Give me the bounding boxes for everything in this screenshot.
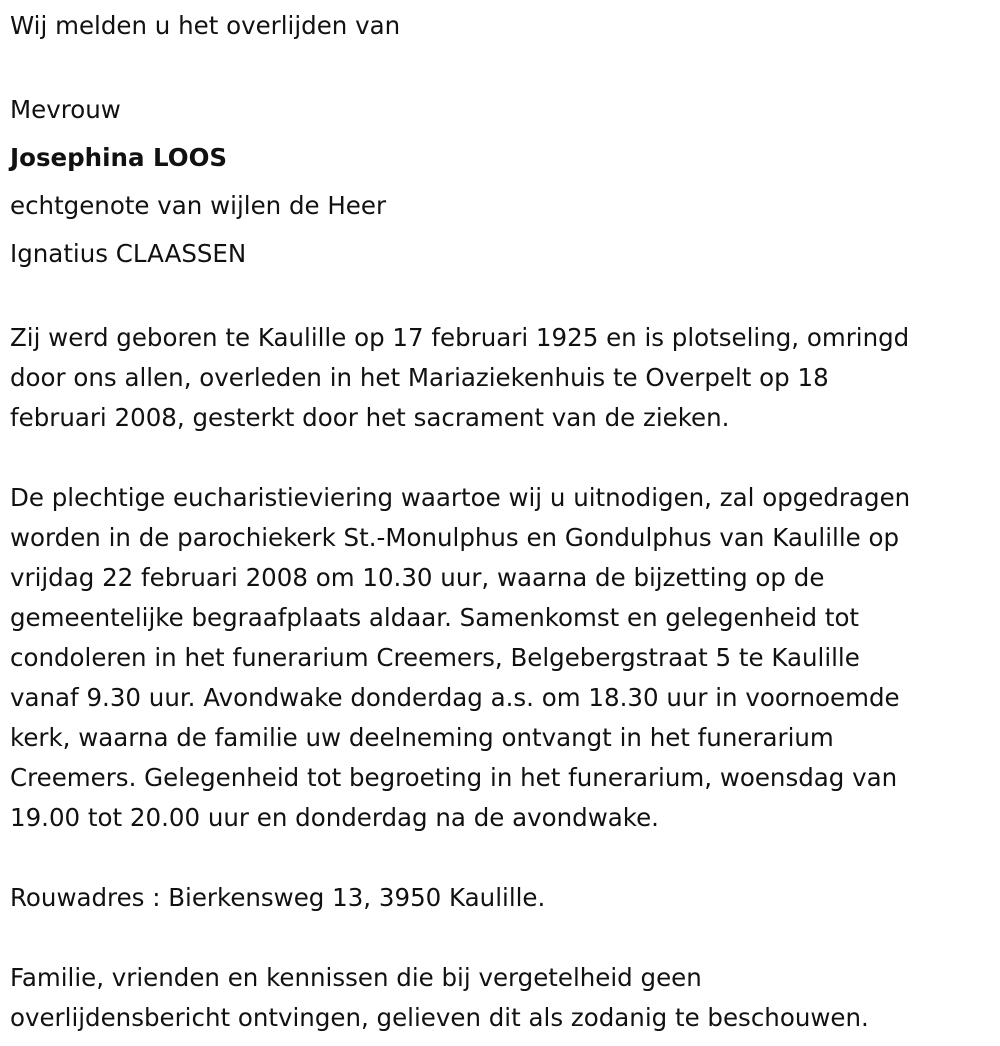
paragraph-line: worden in de parochiekerk St.-Monulphus en Gondulphus van Kaulille op [10, 523, 900, 552]
paragraph-line: februari 2008, gesterkt door het sacrament van de zieken. [10, 403, 730, 432]
closing-paragraph [10, 958, 990, 1038]
spacer [10, 46, 990, 86]
honorific: Mevrouw [10, 95, 121, 124]
ceremony-paragraph [10, 478, 990, 838]
paragraph-line: overlijdensbericht ontvingen, gelieven dit als zodanig te beschouwen. [10, 1003, 869, 1032]
paragraph-line: condoleren in het funerarium Creemers, Belgebergstraat 5 te Kaulille [10, 643, 860, 672]
spacer [10, 278, 990, 318]
spacer [10, 438, 990, 478]
spacer [10, 838, 990, 878]
paragraph-line: vrijdag 22 februari 2008 om 10.30 uur, waarna de bijzetting op de [10, 563, 825, 592]
relation-text: echtgenote van wijlen de Heer [10, 191, 387, 220]
intro-text: Wij melden u het overlijden van [10, 11, 401, 40]
deceased-name: Josephina LOOS [10, 143, 228, 172]
paragraph-line: gemeentelijke begraafplaats aldaar. Samenkomst en gelegenheid tot [10, 603, 860, 632]
paragraph-line: 19.00 tot 20.00 uur en donderdag na de avondwake. [10, 803, 659, 832]
paragraph-line: Zij werd geboren te Kaulille op 17 februari 1925 en is plotseling, omringd [10, 323, 910, 352]
spouse-name: Ignatius CLAASSEN [10, 239, 247, 268]
paragraph-line: door ons allen, overleden in het Mariaziekenhuis te Overpelt op 18 [10, 363, 829, 392]
paragraph-line: vanaf 9.30 uur. Avondwake donderdag a.s. om 18.30 uur in voornoemde [10, 683, 900, 712]
spacer [10, 918, 990, 958]
deceased-block [10, 86, 990, 278]
birth-paragraph [10, 318, 990, 438]
paragraph-line: Familie, vrienden en kennissen die bij vergetelheid geen [10, 963, 702, 992]
mourning-address: Rouwadres : Bierkensweg 13, 3950 Kaulille. [10, 883, 546, 912]
paragraph-line: kerk, waarna de familie uw deelneming ontvangt in het funerarium [10, 723, 834, 752]
paragraph-line: Creemers. Gelegenheid tot begroeting in het funerarium, woensdag van [10, 763, 898, 792]
paragraph-line: De plechtige eucharistieviering waartoe wij u uitnodigen, zal opgedragen [10, 483, 911, 512]
